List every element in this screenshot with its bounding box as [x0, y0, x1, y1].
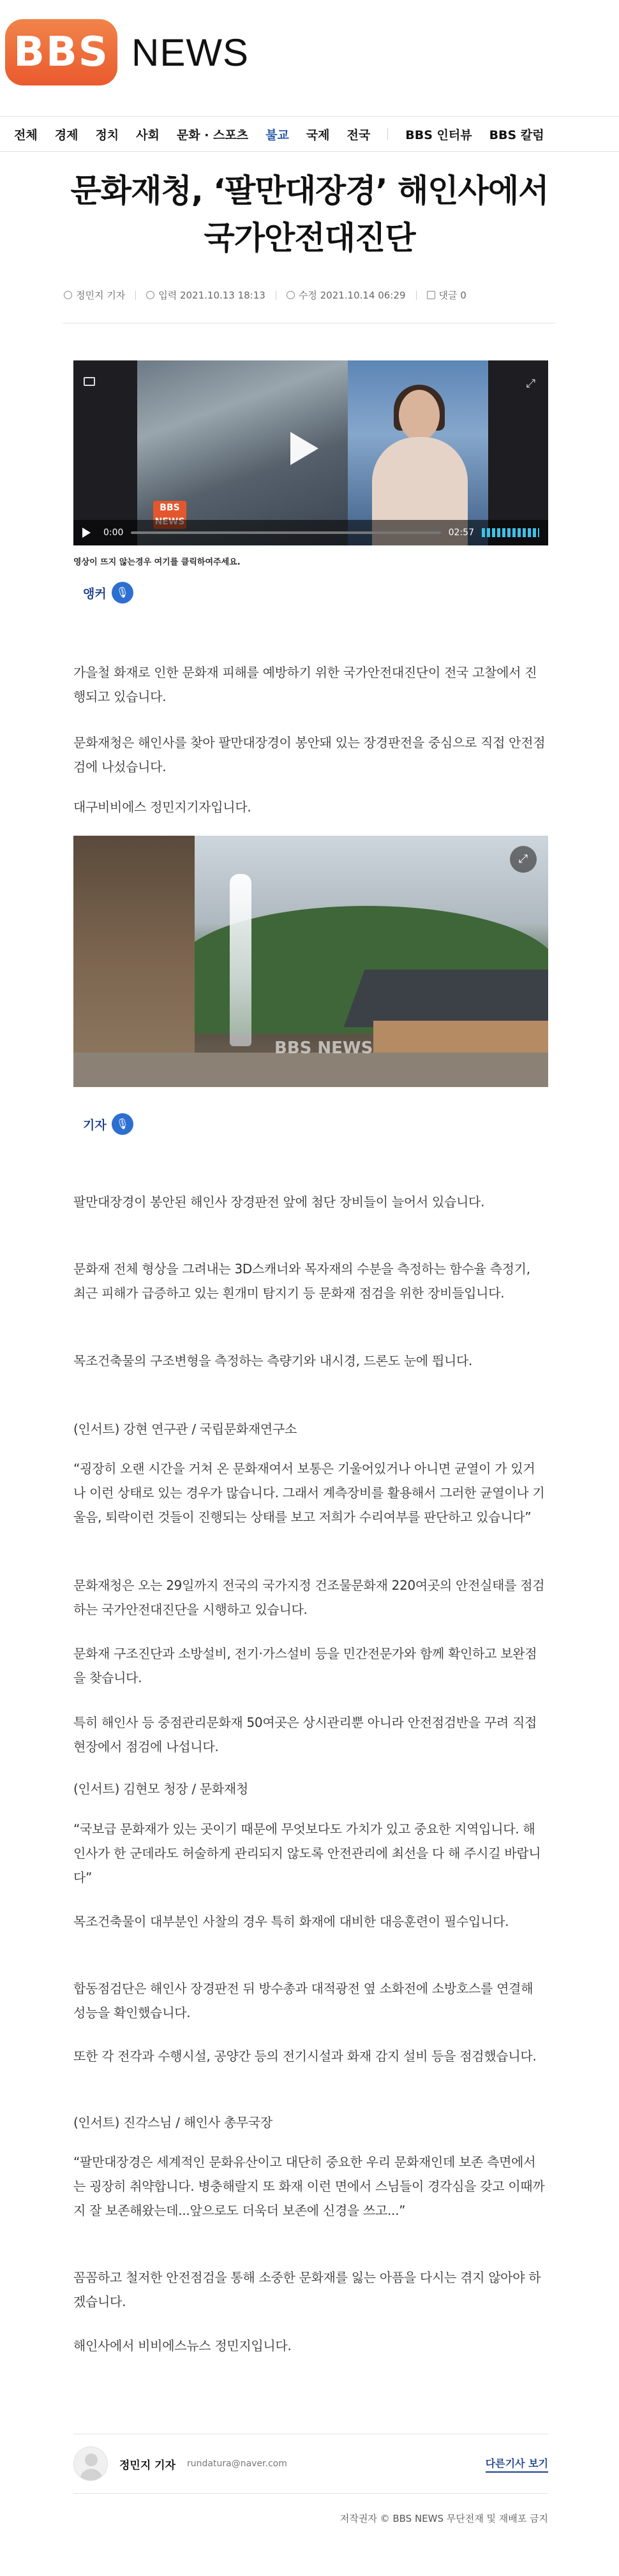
video-fallback-link[interactable]: 영상이 뜨지 않는경우 여기를 클릭하여주세요.	[73, 558, 241, 567]
video-time-total: 02:57	[448, 528, 474, 538]
nav-item-national[interactable]: 전국	[347, 128, 371, 142]
microphone-icon: 🎙	[112, 582, 133, 603]
more-articles-link[interactable]: 다른기사 보기	[486, 2455, 548, 2473]
photo-roof	[344, 970, 548, 1027]
paragraph: 가을철 화재로 인한 문화재 피해를 예방하기 위한 국가안전대진단이 전국 고찰에서 진행되고 있습니다.	[73, 665, 537, 704]
logo-badge	[5, 19, 117, 85]
paragraph: 팔만대장경이 봉안된 해인사 장경판전 앞에 첨단 장비들이 늘어서 있습니다.	[73, 1194, 485, 1210]
photo-left-building	[73, 836, 195, 1087]
author-divider	[73, 2493, 548, 2494]
meta-author-text: 정민지 기자	[76, 290, 126, 301]
anchor-tag-label: 앵커	[83, 586, 107, 601]
paragraph: 목조건축물의 구조변형을 측정하는 측량기와 내시경, 드론도 눈에 띕니다.	[73, 1353, 473, 1368]
meta-comments[interactable]	[427, 288, 466, 302]
paragraph: “국보급 문화재가 있는 곳이기 때문에 무엇보다도 가치가 있고 중요한 지역입니다. 해인사가 한 군데라도 허술하게 관리되지 않도록 안전관리에 최선을 다 해 주시길 바랍니다”	[73, 1821, 541, 1885]
video-progress-bar[interactable]	[131, 531, 440, 534]
paragraph: 특히 해인사 등 중점관리문화재 50여곳은 상시관리뿐 아니라 안전점검반을 꾸려 직접 현장에서 점검에 나섭니다.	[73, 1715, 537, 1754]
site-logo[interactable]	[5, 19, 249, 85]
author-email[interactable]: rundatura@naver.com	[187, 2459, 287, 2469]
nav-divider	[387, 128, 388, 140]
meta-author	[64, 288, 125, 302]
clock-icon	[146, 291, 154, 299]
paragraph: (인서트) 진각스님 / 해인사 총무국장	[73, 2115, 272, 2130]
main-nav	[0, 116, 619, 152]
nav-item-international[interactable]: 국제	[306, 128, 330, 142]
reporter-tag-label: 기자	[83, 1118, 107, 1132]
meta-published-text: 입력 2021.10.13 18:13	[158, 290, 265, 301]
article-meta	[64, 288, 477, 302]
meta-modified-text: 수정 2021.10.14 06:29	[298, 290, 406, 301]
comment-icon	[427, 291, 435, 299]
meta-divider	[135, 291, 136, 300]
article-title-line-2: 국가안전대진단	[204, 219, 415, 256]
copyright-notice: 저작권자 © BBS NEWS 무단전재 및 재배포 금지	[339, 2513, 548, 2524]
nav-item-economy[interactable]: 경제	[54, 128, 78, 142]
meta-modified	[287, 288, 406, 302]
play-icon[interactable]	[290, 432, 318, 465]
paragraph: 꼼꼼하고 철저한 안전점검을 통해 소중한 문화재를 잃는 아픔을 다시는 겪지 않아야 하겠습니다.	[73, 2270, 541, 2309]
site-header	[0, 0, 619, 107]
logo-news-text: NEWS	[131, 31, 249, 74]
article-photo[interactable]	[73, 836, 548, 1087]
nav-item-society[interactable]: 사회	[136, 128, 160, 142]
nav-item-all[interactable]: 전체	[14, 128, 38, 142]
meta-published	[146, 288, 265, 302]
anchor-tag	[83, 582, 133, 603]
photo-watermark: BBS NEWS	[274, 1039, 373, 1058]
user-icon	[64, 291, 72, 299]
video-player[interactable]	[73, 360, 548, 545]
anchor-figure-head	[399, 390, 440, 441]
meta-divider	[416, 291, 417, 300]
clock-icon	[287, 291, 295, 299]
avatar	[73, 2446, 108, 2481]
paragraph: (인서트) 강현 연구관 / 국립문화재연구소	[73, 1421, 297, 1437]
paragraph: “팔만대장경은 세계적인 문화유산이고 대단히 중요한 우리 문화재인데 보존 측면에서는 굉장히 취약합니다. 병충해랄지 또 화재 이런 면에서 스님들이 경각심을 갖고 이때까지 잘 보존해왔는데...앞으로도 더욱더 보존에 신경을 쓰고...”	[73, 2154, 545, 2218]
fullscreen-icon[interactable]: ⤢	[526, 377, 535, 390]
paragraph: (인서트) 김현모 청장 / 문화재청	[73, 1781, 248, 1796]
nav-item-buddhism[interactable]: 불교	[265, 128, 289, 142]
video-time-current: 0:00	[103, 528, 124, 538]
microphone-icon: 🎙	[112, 1113, 133, 1135]
photo-water-spray	[230, 874, 251, 1046]
article-title	[0, 167, 619, 262]
paragraph: 또한 각 전각과 수행시설, 공양간 등의 전기시설과 화재 감지 설비 등을 점검했습니다.	[73, 2048, 537, 2064]
reporter-tag	[83, 1113, 133, 1135]
paragraph: 목조건축물이 대부분인 사찰의 경우 특히 화재에 대비한 대응훈련이 필수입니다.	[73, 1914, 509, 1929]
article-title-line-1: 문화재청, ‘팔만대장경’ 해인사에서	[70, 172, 549, 209]
nav-item-culture-sports[interactable]: 문화 · 스포츠	[176, 128, 249, 142]
video-screen-icon[interactable]	[84, 377, 95, 386]
control-play-icon[interactable]	[82, 528, 91, 538]
author-name: 정민지 기자	[119, 2459, 176, 2472]
nav-item-column[interactable]: BBS 칼럼	[489, 128, 544, 142]
volume-slider[interactable]	[482, 528, 539, 537]
paragraph: 문화재청은 해인사를 찾아 팔만대장경이 봉안돼 있는 장경판전을 중심으로 직접 안전점검에 나섰습니다.	[73, 735, 546, 774]
paragraph: 합동점검단은 해인사 장경판전 뒤 방수총과 대적광전 옆 소화전에 소방호스를 연결해 성능을 확인했습니다.	[73, 1981, 533, 2020]
video-controls	[73, 520, 548, 545]
video-bbs-logo: BBS	[153, 501, 186, 529]
paragraph: “굉장히 오랜 시간을 거쳐 온 문화재여서 보통은 기울어있거나 아니면 균열이 가 있거나 이런 상태로 있는 경우가 많습니다. 그래서 계측장비를 활용해서 그러한 균열이나 기울음, 퇴락이런 것들이 진행되는 상태를 보고 저희가 수리여부를 판단하고 있습니다”	[73, 1461, 545, 1525]
meta-comments-text[interactable]: 댓글 0	[438, 290, 466, 301]
paragraph: 해인사에서 비비에스뉴스 정민지입니다.	[73, 2338, 292, 2353]
logo-text: BBS	[13, 29, 109, 76]
nav-item-interview[interactable]: BBS 인터뷰	[405, 128, 472, 142]
photo-ground	[73, 1053, 548, 1087]
paragraph: 문화재청은 오는 29일까지 전국의 국가지정 건조물문화재 220여곳의 안전실태를 점검하는 국가안전대진단을 시행하고 있습니다.	[73, 1578, 545, 1617]
nav-item-politics[interactable]: 정치	[95, 128, 119, 142]
paragraph: 문화재 구조진단과 소방설비, 전기·가스설비 등을 민간전문가와 함께 확인하고 보완점을 찾습니다.	[73, 1646, 537, 1685]
paragraph: 문화재 전체 형상을 그려내는 3D스캐너와 목자재의 수분을 측정하는 함수율 측정기, 최근 피해가 급증하고 있는 흰개미 탐지기 등 문화재 점검을 위한 장비들입니다.	[73, 1261, 530, 1301]
expand-icon[interactable]: ⤢	[510, 846, 537, 873]
paragraph: 대구비비에스 정민지기자입니다.	[73, 799, 251, 815]
author-box	[73, 2445, 548, 2483]
